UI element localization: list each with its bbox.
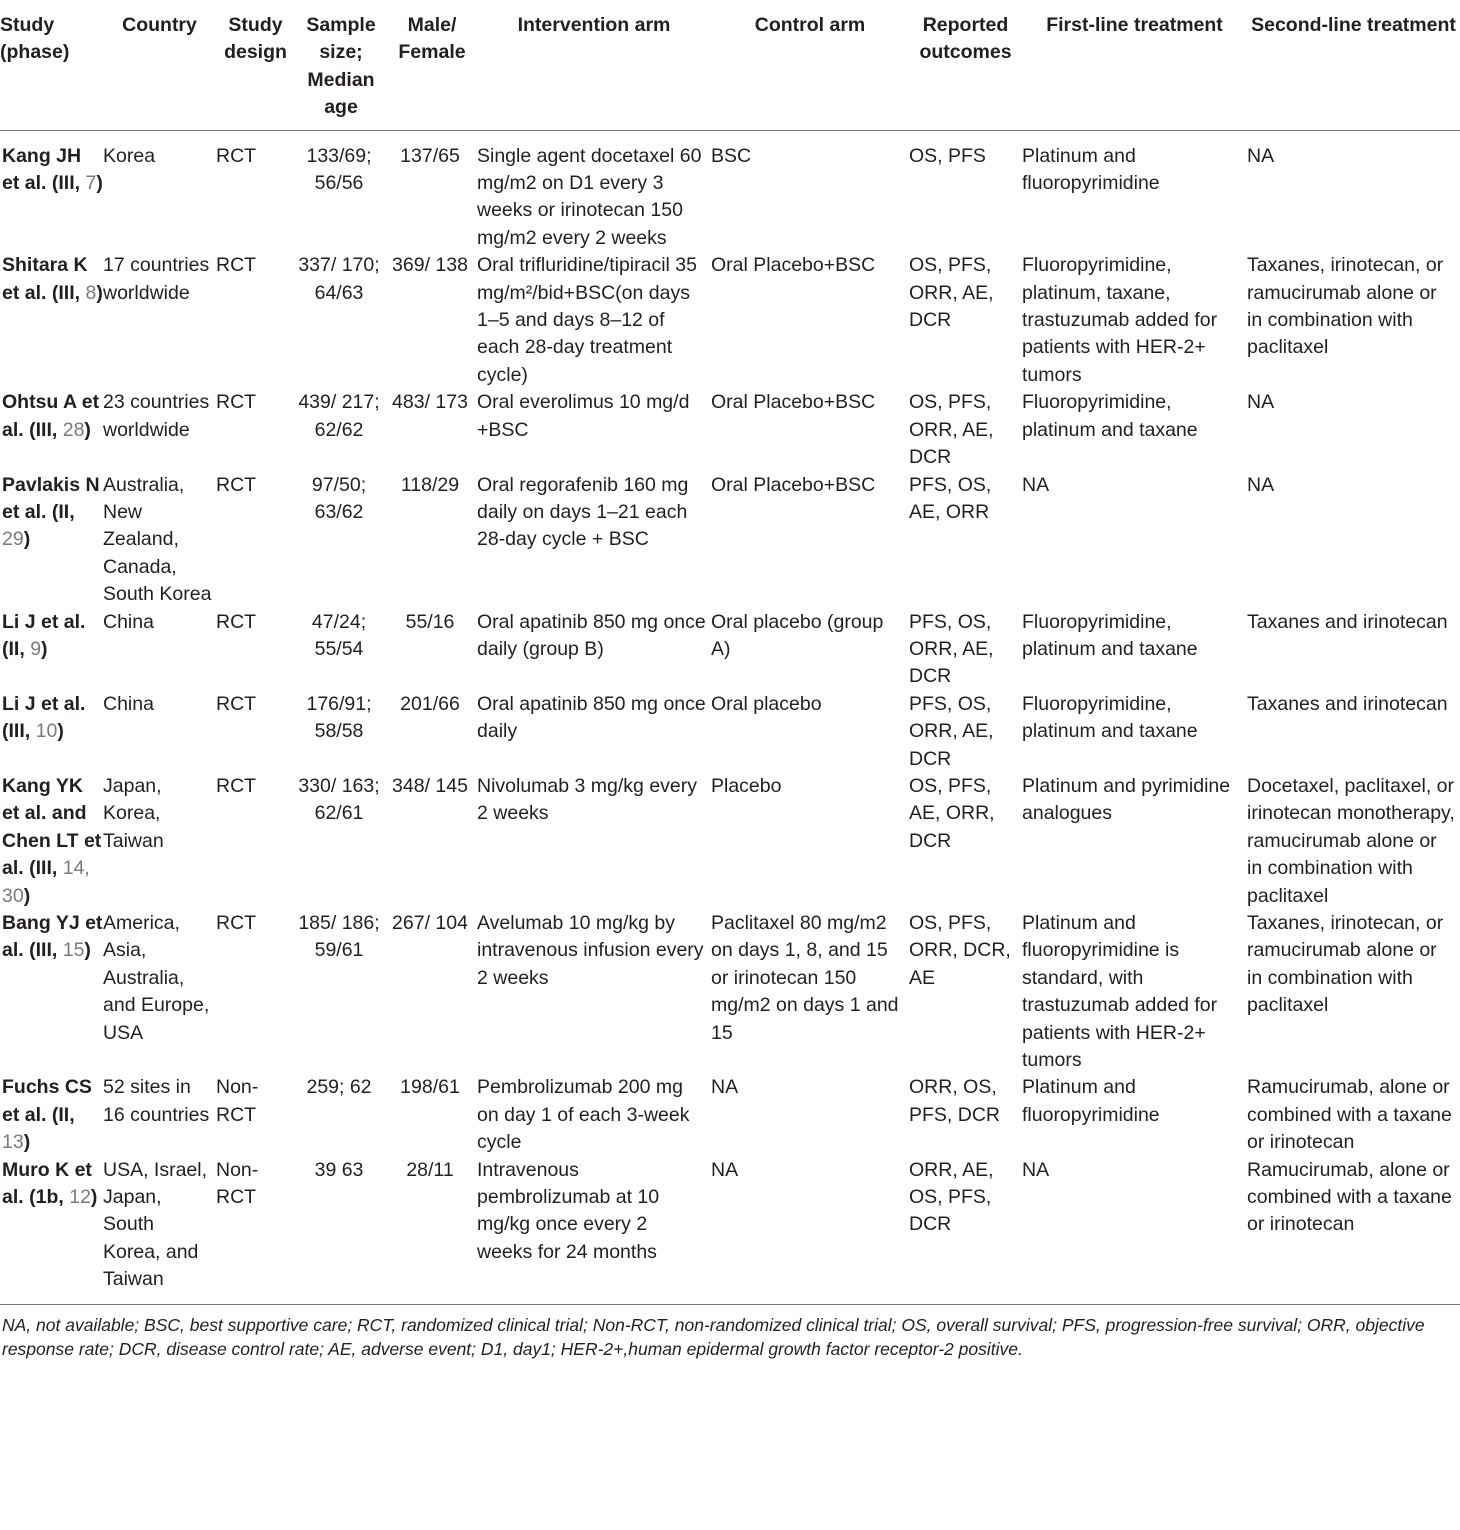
cell-control [711, 773, 909, 910]
cell-outcomes [909, 1157, 1022, 1305]
cell-country-text: China [103, 610, 154, 633]
cell-design-text: RCT [216, 692, 257, 715]
cell-outcomes [909, 609, 1022, 691]
cell-country [103, 773, 216, 910]
cell-second-line [1247, 130, 1460, 252]
cell-sample [295, 389, 387, 471]
cell-outcomes-text: OS, PFS, AE, ORR, DCR [909, 774, 995, 852]
table-row [0, 773, 1460, 910]
cell-design [216, 691, 295, 773]
cell-control-text: Oral Placebo+BSC [711, 473, 876, 496]
cell-country [103, 691, 216, 773]
study-name: Bang YJ et al. [2, 912, 103, 962]
cell-sex-text: 201/66 [400, 692, 460, 715]
reference-link[interactable]: 15 [62, 939, 85, 962]
reference-link[interactable]: 10 [35, 720, 58, 743]
cell-country [103, 472, 216, 609]
cell-outcomes [909, 1074, 1022, 1156]
table-row [0, 389, 1460, 471]
cell-control-text: Placebo [711, 774, 782, 797]
cell-control-text: Paclitaxel 80 mg/m2 on days 1, 8, and 15 or irinotecan 150 mg/m2 on days 1 and 15 [711, 912, 899, 1044]
cell-study: Pavlakis N et al. (II, 29) [2, 473, 100, 551]
study-phase: II [58, 500, 70, 523]
cell-design-text: RCT [216, 254, 257, 277]
study-name: Kang YK et al. and Chen LT et al. [2, 774, 102, 880]
study-phase: III [35, 939, 52, 962]
cell-country [103, 252, 216, 389]
cell-control-text: Oral placebo (group A) [711, 610, 884, 660]
cell-sample-text: 185/ 186; 59/61 [298, 912, 380, 962]
cell-first-line-text: Fluoropyrimidine, platinum and taxane [1022, 692, 1198, 743]
cell-sex-text: 118/29 [400, 473, 460, 496]
cell-sample [295, 1157, 387, 1305]
cell-sex-text: 348/ 145 [392, 774, 468, 797]
cell-sample-text: 259; 62 [306, 1076, 372, 1099]
cell-study: Kang YK et al. and Chen LT et al. (III, 14, 30) [2, 774, 102, 907]
cell-intervention-text: Oral regorafenib 160 mg daily on days 1–21 each 28-day cycle + BSC [477, 473, 689, 551]
cell-sex-text: 483/ 173 [392, 391, 468, 414]
table-row [0, 691, 1460, 773]
cell-design-text: RCT [216, 912, 257, 934]
cell-second-line [1247, 252, 1460, 389]
cell-study: Fuchs CS et al. (II, 13) [2, 1076, 92, 1154]
cell-sample-text: 39 63 [314, 1158, 364, 1181]
cell-sex [387, 130, 477, 252]
cell-intervention-text: Oral trifluridine/tipiracil 35 mg/m²/bid+BSC(on days 1–5 and days 8–12 of each 28-day treatment cycle) [477, 254, 697, 386]
cell-outcomes-text: OS, PFS [909, 144, 986, 167]
cell-country-text: 23 countries worldwide [103, 391, 210, 441]
cell-sample [295, 472, 387, 609]
cell-country [103, 389, 216, 471]
cell-intervention-text: Single agent docetaxel 60 mg/m2 on D1 every 3 weeks or irinotecan 150 mg/m2 every 2 weeks [477, 144, 702, 249]
cell-study: Li J et al. (III, 10) [2, 692, 86, 743]
cell-country-text: America, Asia, Australia, and Europe, USA [103, 912, 210, 1044]
cell-sample [295, 609, 387, 691]
cell-country-text: Japan, Korea, Taiwan [103, 774, 164, 852]
cell-first-line [1022, 1157, 1247, 1305]
cell-outcomes [909, 691, 1022, 773]
cell-country [103, 130, 216, 252]
study-phase: 1b [35, 1186, 59, 1209]
cell-sex-text: 137/65 [400, 144, 460, 167]
cell-sample-text: 337/ 170; 64/63 [298, 254, 380, 304]
cell-sex [387, 389, 477, 471]
cell-outcomes-text: OS, PFS, ORR, DCR, AE [909, 912, 1011, 989]
cell-intervention [477, 609, 711, 691]
table-row [0, 472, 1460, 609]
cell-control [711, 130, 909, 252]
cell-outcomes [909, 910, 1022, 1074]
reference-link[interactable]: 28 [62, 418, 85, 441]
cell-study: Muro K et al. (1b, 12) [0, 1157, 103, 1305]
table-row [0, 1074, 1460, 1156]
cell-outcomes-text: ORR, AE, OS, PFS, DCR [909, 1158, 994, 1236]
table-body [0, 130, 1460, 1304]
cell-second-line-text: NA [1247, 391, 1275, 414]
reference-link[interactable]: 29 [2, 528, 24, 551]
header-first-line: First-line treatment [1022, 0, 1247, 130]
cell-sex [387, 910, 477, 1074]
header-row [0, 0, 1460, 130]
cell-intervention-text: Intravenous pembrolizumab at 10 mg/kg once every 2 weeks for 24 months [477, 1158, 660, 1263]
cell-first-line-text: Platinum and fluoropyrimidine [1022, 1076, 1160, 1126]
study-phase: III [35, 418, 52, 441]
reference-link[interactable]: 9 [30, 637, 42, 660]
study-name: Ohtsu A et al. [2, 391, 100, 441]
cell-country-text: China [103, 692, 154, 715]
cell-control [711, 1074, 909, 1156]
cell-sex [387, 252, 477, 389]
cell-second-line [1247, 691, 1460, 773]
cell-study: Li J et al. (II, 9) [2, 610, 86, 660]
cell-intervention [477, 773, 711, 910]
cell-design-text: RCT [216, 610, 257, 633]
study-phase: II [58, 1103, 70, 1126]
cell-first-line-text: Platinum and pyrimidine analogues [1022, 774, 1231, 825]
header-study: Study (phase) [0, 0, 103, 130]
cell-sample [295, 252, 387, 389]
cell-sex [387, 1074, 477, 1156]
cell-study: Ohtsu A et al. (III, 28) [2, 391, 100, 441]
cell-outcomes [909, 130, 1022, 252]
study-name: Li J et al. [2, 610, 86, 633]
cell-sex [387, 773, 477, 910]
cell-control [711, 910, 909, 1074]
cell-design [216, 389, 295, 471]
cell-sample-text: 439/ 217; 62/62 [298, 391, 380, 441]
cell-design-text: RCT [216, 774, 257, 797]
cell-first-line [1022, 691, 1247, 773]
cell-first-line-text: Platinum and fluoropyrimidine is standard, with trastuzumab added for patients with HER-2+ tumors [1022, 912, 1218, 1072]
cell-first-line-text: NA [1022, 1158, 1050, 1181]
cell-first-line-text: NA [1022, 473, 1050, 496]
cell-first-line [1022, 1074, 1247, 1156]
cell-second-line-text: Taxanes and irinotecan [1247, 692, 1448, 715]
cell-design-text: Non-RCT [216, 1076, 259, 1126]
header-control: Control arm [711, 0, 909, 130]
cell-country-text: Korea [103, 144, 156, 167]
cell-intervention-text: Oral apatinib 850 mg once daily (group B) [477, 610, 706, 660]
cell-second-line [1247, 389, 1460, 471]
cell-outcomes-text: OS, PFS, ORR, AE, DCR [909, 254, 994, 332]
table-row [0, 130, 1460, 252]
cell-country [103, 609, 216, 691]
cell-outcomes-text: PFS, OS, AE, ORR [909, 473, 992, 523]
cell-control-text: Oral Placebo+BSC [711, 254, 876, 277]
cell-study: Bang YJ et al. (III, 15) [2, 912, 103, 962]
reference-link[interactable]: 7 [85, 172, 97, 195]
reference-link[interactable]: 8 [85, 281, 97, 304]
cell-sex-text: 198/61 [400, 1076, 460, 1099]
cell-design [216, 252, 295, 389]
cell-control [711, 472, 909, 609]
cell-design [216, 130, 295, 252]
cell-outcomes-text: OS, PFS, ORR, AE, DCR [909, 391, 994, 469]
reference-link[interactable]: 14, 30 [2, 857, 90, 907]
study-phase: III [58, 172, 75, 195]
study-phase: III [35, 857, 52, 880]
cell-intervention [477, 910, 711, 1074]
table-row [0, 910, 1460, 1074]
cell-outcomes [909, 389, 1022, 471]
cell-outcomes [909, 252, 1022, 389]
cell-sample-text: 133/69; 56/56 [306, 144, 372, 195]
cell-sex-text: 55/16 [405, 610, 455, 633]
cell-second-line-text: Ramucirumab, alone or combined with a taxane or irinotecan [1247, 1076, 1452, 1154]
cell-design [216, 1074, 295, 1156]
cell-second-line-text: Docetaxel, paclitaxel, or irinotecan monotherapy, ramucirumab alone or in combination with paclitaxel [1247, 774, 1455, 907]
cell-second-line-text: Ramucirumab, alone or combined with a taxane or irinotecan [1247, 1158, 1452, 1236]
study-name: Shitara K et al. [2, 254, 88, 304]
cell-control [711, 609, 909, 691]
cell-intervention-text: Oral apatinib 850 mg once daily [477, 692, 706, 743]
cell-control [711, 252, 909, 389]
header-sample: Sample size; Median age [295, 0, 387, 130]
table-row [0, 1157, 1460, 1305]
cell-first-line [1022, 910, 1247, 1074]
cell-outcomes-text: PFS, OS, ORR, AE, DCR [909, 610, 994, 688]
cell-sample [295, 910, 387, 1074]
cell-first-line-text: Fluoropyrimidine, platinum, taxane, trastuzumab added for patients with HER-2+ tumors [1022, 254, 1218, 386]
cell-outcomes-text: ORR, OS, PFS, DCR [909, 1076, 1001, 1126]
cell-sample-text: 330/ 163; 62/61 [298, 774, 380, 825]
cell-sample [295, 691, 387, 773]
cell-design [216, 1157, 295, 1305]
cell-second-line [1247, 472, 1460, 609]
cell-second-line-text: Taxanes and irinotecan [1247, 610, 1448, 633]
cell-country [103, 1074, 216, 1156]
cell-country-text: 17 countries worldwide [103, 254, 210, 304]
cell-country-text: USA, Israel, Japan, South Korea, and Taiwan [103, 1158, 208, 1291]
cell-sample-text: 97/50; 63/62 [311, 473, 367, 523]
cell-sex [387, 609, 477, 691]
study-name: Fuchs CS et al. [2, 1076, 92, 1126]
cell-sex-text: 28/11 [406, 1158, 454, 1181]
cell-intervention-text: Pembrolizumab 200 mg on day 1 of each 3-week cycle [477, 1076, 690, 1154]
cell-second-line-text: NA [1247, 473, 1275, 496]
cell-sex-text: 369/ 138 [392, 254, 468, 277]
cell-second-line-text: Taxanes, irinotecan, or ramucirumab alone or in combination with paclitaxel [1247, 912, 1444, 1017]
cell-intervention [477, 389, 711, 471]
cell-second-line [1247, 773, 1460, 910]
study-name: Muro K et al. [2, 1158, 92, 1209]
cell-design-text: Non-RCT [216, 1158, 259, 1209]
header-outcomes: Reported outcomes [909, 0, 1022, 130]
cell-first-line [1022, 609, 1247, 691]
cell-second-line [1247, 910, 1460, 1074]
cell-design-text: RCT [216, 144, 257, 167]
header-country: Country [103, 0, 216, 130]
cell-country [103, 910, 216, 1074]
cell-sex [387, 472, 477, 609]
cell-design [216, 910, 295, 1074]
cell-control-text: NA [711, 1076, 739, 1099]
cell-second-line [1247, 609, 1460, 691]
cell-sample [295, 130, 387, 252]
header-second-line: Second-line treatment [1247, 0, 1460, 130]
cell-intervention [477, 252, 711, 389]
cell-outcomes-text: PFS, OS, ORR, AE, DCR [909, 692, 994, 770]
header-design: Study design [216, 0, 295, 130]
cell-first-line [1022, 130, 1247, 252]
cell-country-text: 52 sites in 16 countries [103, 1076, 210, 1126]
cell-country [103, 1157, 216, 1305]
cell-control-text: Oral placebo [711, 692, 822, 715]
cell-control [711, 389, 909, 471]
cell-control-text: BSC [711, 144, 752, 167]
cell-intervention [477, 472, 711, 609]
cell-second-line-text: NA [1247, 144, 1275, 167]
cell-design [216, 773, 295, 910]
cell-intervention [477, 691, 711, 773]
table-row [0, 252, 1460, 389]
cell-intervention-text: Avelumab 10 mg/kg by intravenous infusion every 2 weeks [477, 912, 704, 989]
reference-link[interactable]: 12 [69, 1186, 91, 1209]
cell-control-text: NA [711, 1158, 739, 1181]
cell-sample-text: 47/24; 55/54 [311, 610, 367, 660]
cell-intervention [477, 1157, 711, 1305]
study-phase: II [8, 637, 20, 660]
study-name: Pavlakis N et al. [2, 473, 100, 523]
cell-control [711, 691, 909, 773]
header-intervention: Intervention arm [477, 0, 711, 130]
cell-first-line [1022, 472, 1247, 609]
cell-first-line [1022, 252, 1247, 389]
study-phase: III [8, 720, 25, 743]
cell-design [216, 472, 295, 609]
cell-country-text: Australia, New Zealand, Canada, South Korea [103, 473, 212, 606]
cell-study: Kang JH et al. (III, 7) [2, 144, 103, 195]
cell-sample [295, 773, 387, 910]
cell-first-line-text: Platinum and fluoropyrimidine [1022, 144, 1160, 195]
cell-control-text: Oral Placebo+BSC [711, 391, 876, 414]
cell-study: Shitara K et al. (III, 8) [2, 254, 103, 304]
cell-second-line [1247, 1074, 1460, 1156]
cell-outcomes [909, 773, 1022, 910]
cell-sample-text: 176/91; 58/58 [306, 692, 372, 743]
table-row [0, 609, 1460, 691]
study-name: Kang JH et al. [2, 144, 82, 195]
study-phase: III [58, 281, 75, 304]
cell-control [711, 1157, 909, 1305]
cell-first-line [1022, 389, 1247, 471]
cell-design-text: RCT [216, 473, 257, 496]
cell-first-line-text: Fluoropyrimidine, platinum and taxane [1022, 391, 1198, 441]
cell-design [216, 609, 295, 691]
cell-first-line [1022, 773, 1247, 910]
cell-intervention-text: Oral everolimus 10 mg/d +BSC [477, 391, 690, 441]
cell-sex-text: 267/ 104 [392, 912, 468, 934]
study-name: Li J et al. [2, 692, 86, 715]
cell-outcomes [909, 472, 1022, 609]
cell-sex [387, 691, 477, 773]
reference-link[interactable]: 13 [2, 1131, 24, 1154]
cell-intervention [477, 1074, 711, 1156]
cell-design-text: RCT [216, 391, 257, 414]
cell-second-line-text: Taxanes, irinotecan, or ramucirumab alone or in combination with paclitaxel [1247, 254, 1444, 359]
cell-intervention-text: Nivolumab 3 mg/kg every 2 weeks [477, 774, 698, 825]
table-footnote: NA, not available; BSC, best supportive care; RCT, randomized clinical trial; Non-RCT, non-randomized clinical trial; OS, overall survival; PFS, progression-free survival; ORR, objective response rate; DCR, disease control rate; AE, adverse event; D1, day1; HER-2+,human epidermal growth factor receptor-2 positive. [2, 1314, 1425, 1359]
cell-second-line [1247, 1157, 1460, 1305]
cell-sample [295, 1074, 387, 1156]
header-sex: Male/ Female [387, 0, 477, 130]
cell-intervention [477, 130, 711, 252]
cell-sex [387, 1157, 477, 1305]
cell-first-line-text: Fluoropyrimidine, platinum and taxane [1022, 610, 1198, 660]
